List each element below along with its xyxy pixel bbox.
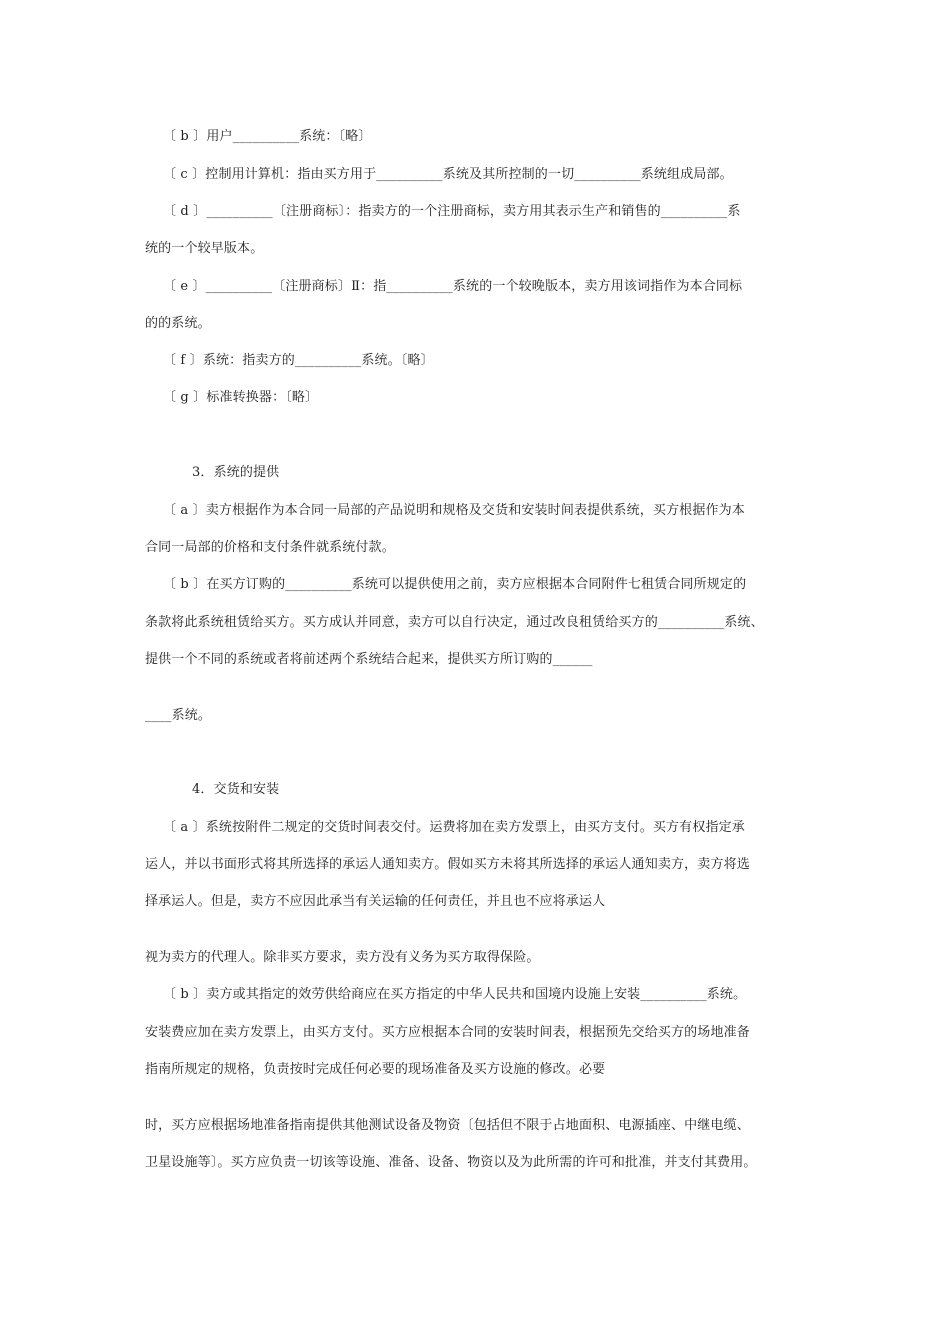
section-3-a-line-1: 〔 a 〕卖方根据作为本合同一局部的产品说明和规格及交货和安装时间表提供系统，买方根据作为本 bbox=[163, 503, 745, 518]
definition-d-line-1: 〔 d 〕__________〔注册商标〕：指卖方的一个注册商标，卖方用其表示生产和销售的__________系 bbox=[163, 204, 741, 219]
definition-c: 〔 c 〕控制用计算机：指由买方用于__________系统及其所控制的一切__________系统组成局部。 bbox=[163, 167, 733, 182]
section-4-b-line-2: 安装费应加在卖方发票上，由买方支付。买方应根据本合同的安装时间表，根据预先交给买方的场地准备 bbox=[145, 1025, 750, 1040]
section-3-heading: 3．系统的提供 bbox=[192, 465, 280, 480]
definition-f: 〔 f 〕系统：指卖方的__________系统。〔略〕 bbox=[163, 353, 434, 368]
section-4-a-line-3: 择承运人。但是，卖方不应因此承当有关运输的任何责任，并且也不应将承运人 bbox=[145, 894, 606, 909]
section-4-a-line-4: 视为卖方的代理人。除非买方要求，卖方没有义务为买方取得保险。 bbox=[145, 950, 540, 965]
section-4-b-line-1: 〔 b 〕卖方或其指定的效劳供给商应在买方指定的中华人民共和国境内设施上安装__________系统。 bbox=[163, 987, 747, 1002]
section-3-b-line-1: 〔 b 〕在买方订购的__________系统可以提供使用之前，卖方应根据本合同附件七租赁合同所规定的 bbox=[163, 577, 747, 592]
section-3-b-line-2: 条款将此系统租赁给买方。买方成认并同意，卖方可以自行决定，通过改良租赁给买方的__________系统、 bbox=[145, 615, 764, 630]
section-4-a-line-2: 运人，并以书面形式将其所选择的承运人通知卖方。假如买方未将其所选择的承运人通知卖方，卖方将选 bbox=[145, 857, 750, 872]
section-4-a-line-1: 〔 a 〕系统按附件二规定的交货时间表交付。运费将加在卖方发票上，由买方支付。买方有权指定承 bbox=[163, 820, 745, 835]
definition-g: 〔 g 〕标准转换器：〔略〕 bbox=[163, 390, 319, 405]
definition-d-line-2: 统的一个较早版本。 bbox=[145, 241, 264, 256]
definition-b: 〔 b 〕用户__________系统：〔略〕 bbox=[163, 129, 372, 144]
definition-e-line-1: 〔 e 〕__________〔注册商标〕Ⅱ：指__________系统的一个较晚版本，卖方用该词指作为本合同标 bbox=[163, 279, 743, 294]
section-3-a-line-2: 合同一局部的价格和支付条件就系统付款。 bbox=[145, 540, 395, 555]
definition-e-line-2: 的的系统。 bbox=[145, 316, 211, 331]
section-4-b-line-4: 时，买方应根据场地准备指南提供其他测试设备及物资〔包括但不限于占地面积、电源插座、中继电缆、 bbox=[145, 1118, 750, 1133]
section-4-heading: 4．交货和安装 bbox=[192, 782, 280, 797]
section-3-b-line-4: ____系统。 bbox=[145, 708, 212, 723]
section-4-b-line-3: 指南所规定的规格，负责按时完成任何必要的现场准备及买方设施的修改。必要 bbox=[145, 1062, 606, 1077]
section-3-b-line-3: 提供一个不同的系统或者将前述两个系统结合起来，提供买方所订购的______ bbox=[145, 652, 593, 667]
section-4-b-line-5: 卫星设施等〕。买方应负责一切该等设施、准备、设备、物资以及为此所需的许可和批准，并支付其费用。 bbox=[145, 1155, 757, 1170]
